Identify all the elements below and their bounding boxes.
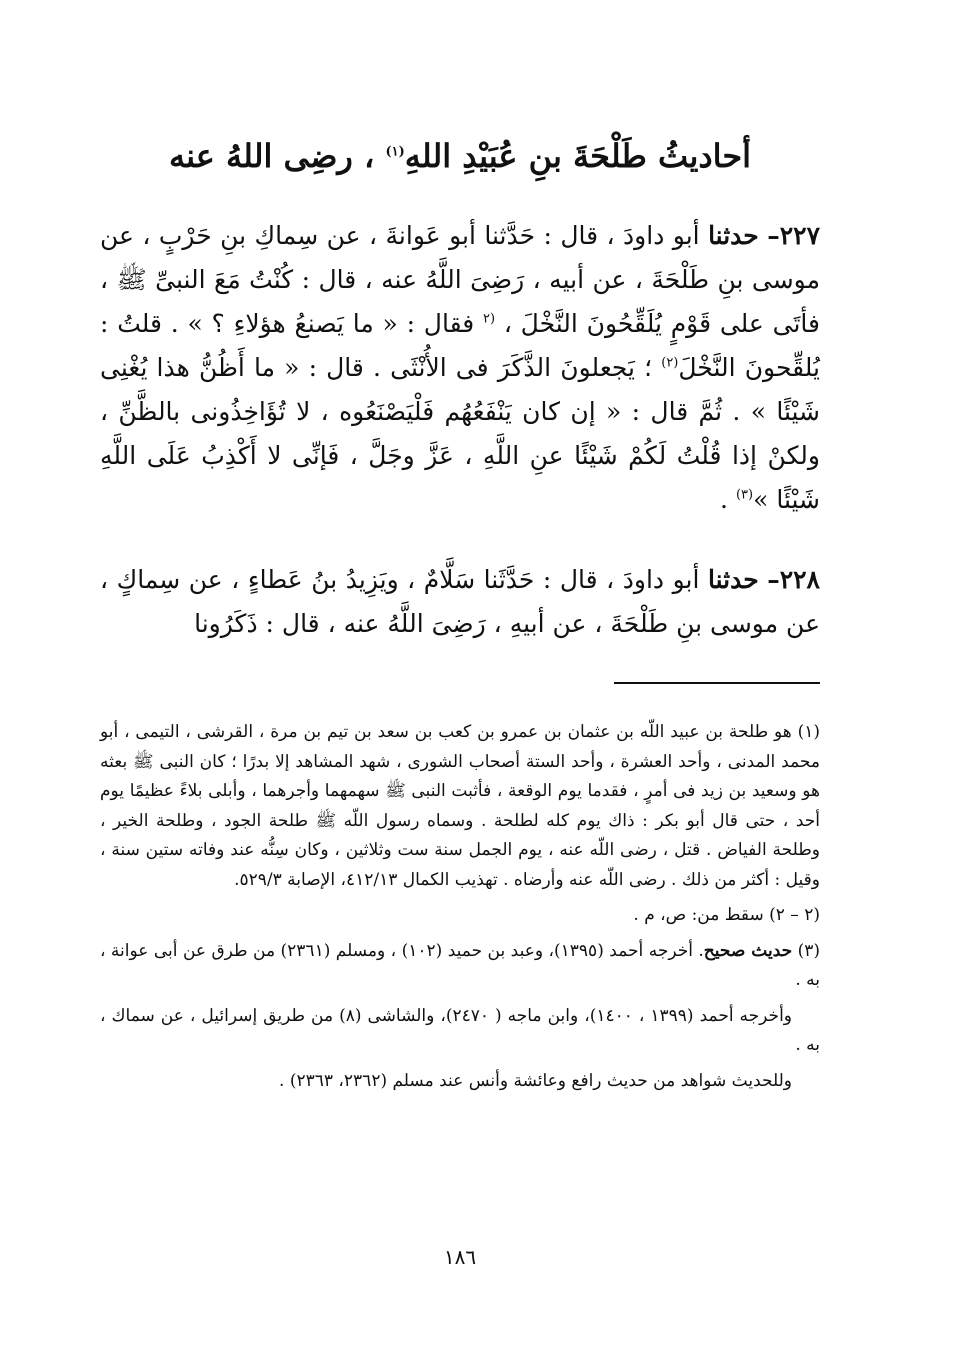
footnote-2: (٢ – ٢) سقط من: ص، م . (633, 905, 820, 925)
footnote-3 (100, 937, 820, 996)
hadith-lead: حدثنا (707, 565, 759, 594)
hadith-228 (100, 558, 820, 646)
footnote-ref-2-start: (٢ (482, 311, 496, 327)
footnote-3-text: . أخرجه أحمد (١٣٩٥)، وعبد بن حميد (١٠٢) ، ومسلم (٢٣٦١) من طرق عن أبى عوانة ، به . (100, 940, 820, 990)
footnote-separator (614, 682, 820, 684)
hadith-text: ؛ يَجعلونَ الذَّكَرَ فى الأُنْثَى . قال : « ما أَظُنُّ هذا يُغْنِى شَيْئًا » . ثُمَّ قال : « إن كان يَنْفَعُهُم فَلْيَصْنَعُوه ، لا تُؤَاخِذُونى بالظَّنِّ ، ولكنْ إذا قُلْتُ لَكُمْ شَيْئًا عنِ اللَّهِ ، عَزَّ وجَلَّ ، فَإنِّى لا أَكْذِبُ عَلَى اللَّهِ شَيْئًا » (100, 353, 820, 514)
hadith-text: فقال : « ما يَصنعُ هؤلاءِ ؟ » . قلتُ : يُلقِّحونَ النَّخْلَ (100, 309, 820, 382)
hadith-text: أبو داودَ ، قال : حَدَّثَنا سَلَّامٌ ، ويَزِيدُ بنُ عَطاءٍ ، عن سِماكٍ ، عن موسى بنِ طَلْحَةَ ، عن أبيهِ ، رَضِىَ اللَّهُ عنه ، قال : ذَكَرُونا (100, 565, 820, 638)
hadith-text: . (720, 485, 728, 514)
footnote-3-grade: حديث صحيح (703, 940, 793, 961)
hadith-227 (100, 214, 820, 522)
footnote-3-continuation: وأخرجه أحمد (١٣٩٩ ، ١٤٠٠)، وابن ماجه ( ٢٤٧٠)، والشاشى (٨) من طريق إسرائيل ، عن سماك ، به . (100, 1005, 820, 1055)
chapter-title-tail: ، رضِى اللهُ عنه (168, 137, 375, 176)
chapter-title (100, 131, 820, 181)
page-number: ١٨٦ (443, 1245, 477, 1269)
footnote-1: (١) هو طلحة بن عبيد اللّه بن عثمان بن عمرو بن كعب بن سعد بن تيم بن مرة ، القرشى ، التيمى ، أبو محمد المدنى ، وأحد العشرة ، وأحد الستة أصحاب الشورى ، شهد المشاهد إلا بدرًا ؛ كان النبى ﷺ بعثه هو وسعيد بن زيد فى أمرٍ ، فقدما يوم الوقعة ، فأثبت النبى ﷺ سهمهما وأجرهما ، وأبلى بلاءً عظيمًا يوم أحد ، حتى قال أبو بكر : ذاك يوم كله لطلحة . وسماه رسول اللّه ﷺ طلحة الجود ، وطلحة الخير ، وطلحة الفياض . قتل ، رضى اللّه عنه ، يوم الجمل سنة ست وثلاثين ، وكان سِنُّه عند وفاته ستين سنة ، وقيل : أكثر من ذلك . رضى اللّه عنه وأرضاه . تهذيب الكمال ٤١٢/١٣، الإصابة ٥٢٩/٣. (100, 722, 820, 890)
hadith-number: ٢٢٨– (767, 565, 820, 594)
footnote-3-shawahid: وللحديث شواهد من حديث رافع وعائشة وأنس عند مسلم (٢٣٦٢، ٢٣٦٣) . (279, 1070, 792, 1091)
footnotes (100, 718, 820, 1102)
footnote-ref-1: (١) (385, 144, 405, 160)
book-page (100, 0, 820, 1345)
footnote-ref-2-end: (٢) (661, 355, 679, 371)
footnote-3-prefix: (٣) (797, 940, 821, 961)
chapter-title-main: أحاديثُ طَلْحَةَ بنِ عُبَيْدِ اللهِ (404, 137, 752, 176)
hadith-number: ٢٢٧– (767, 221, 821, 250)
hadith-lead: حدثنا (708, 221, 759, 250)
hadith-text: أبو داودَ ، قال : حَدَّثنا أبو عَوانةَ ، عن سِماكِ بنِ حَرْبٍ ، عن موسى بنِ طَلْحَةَ ، عن أبيه ، رَضِىَ اللَّهُ عنه ، قال : كُنْتُ مَعَ النبىِّ ﷺ ، فأتَى على قَوْمٍ يُلَقِّحُونَ النَّخْلَ ، (100, 221, 820, 338)
footnote-ref-3: (٣) (735, 487, 754, 503)
